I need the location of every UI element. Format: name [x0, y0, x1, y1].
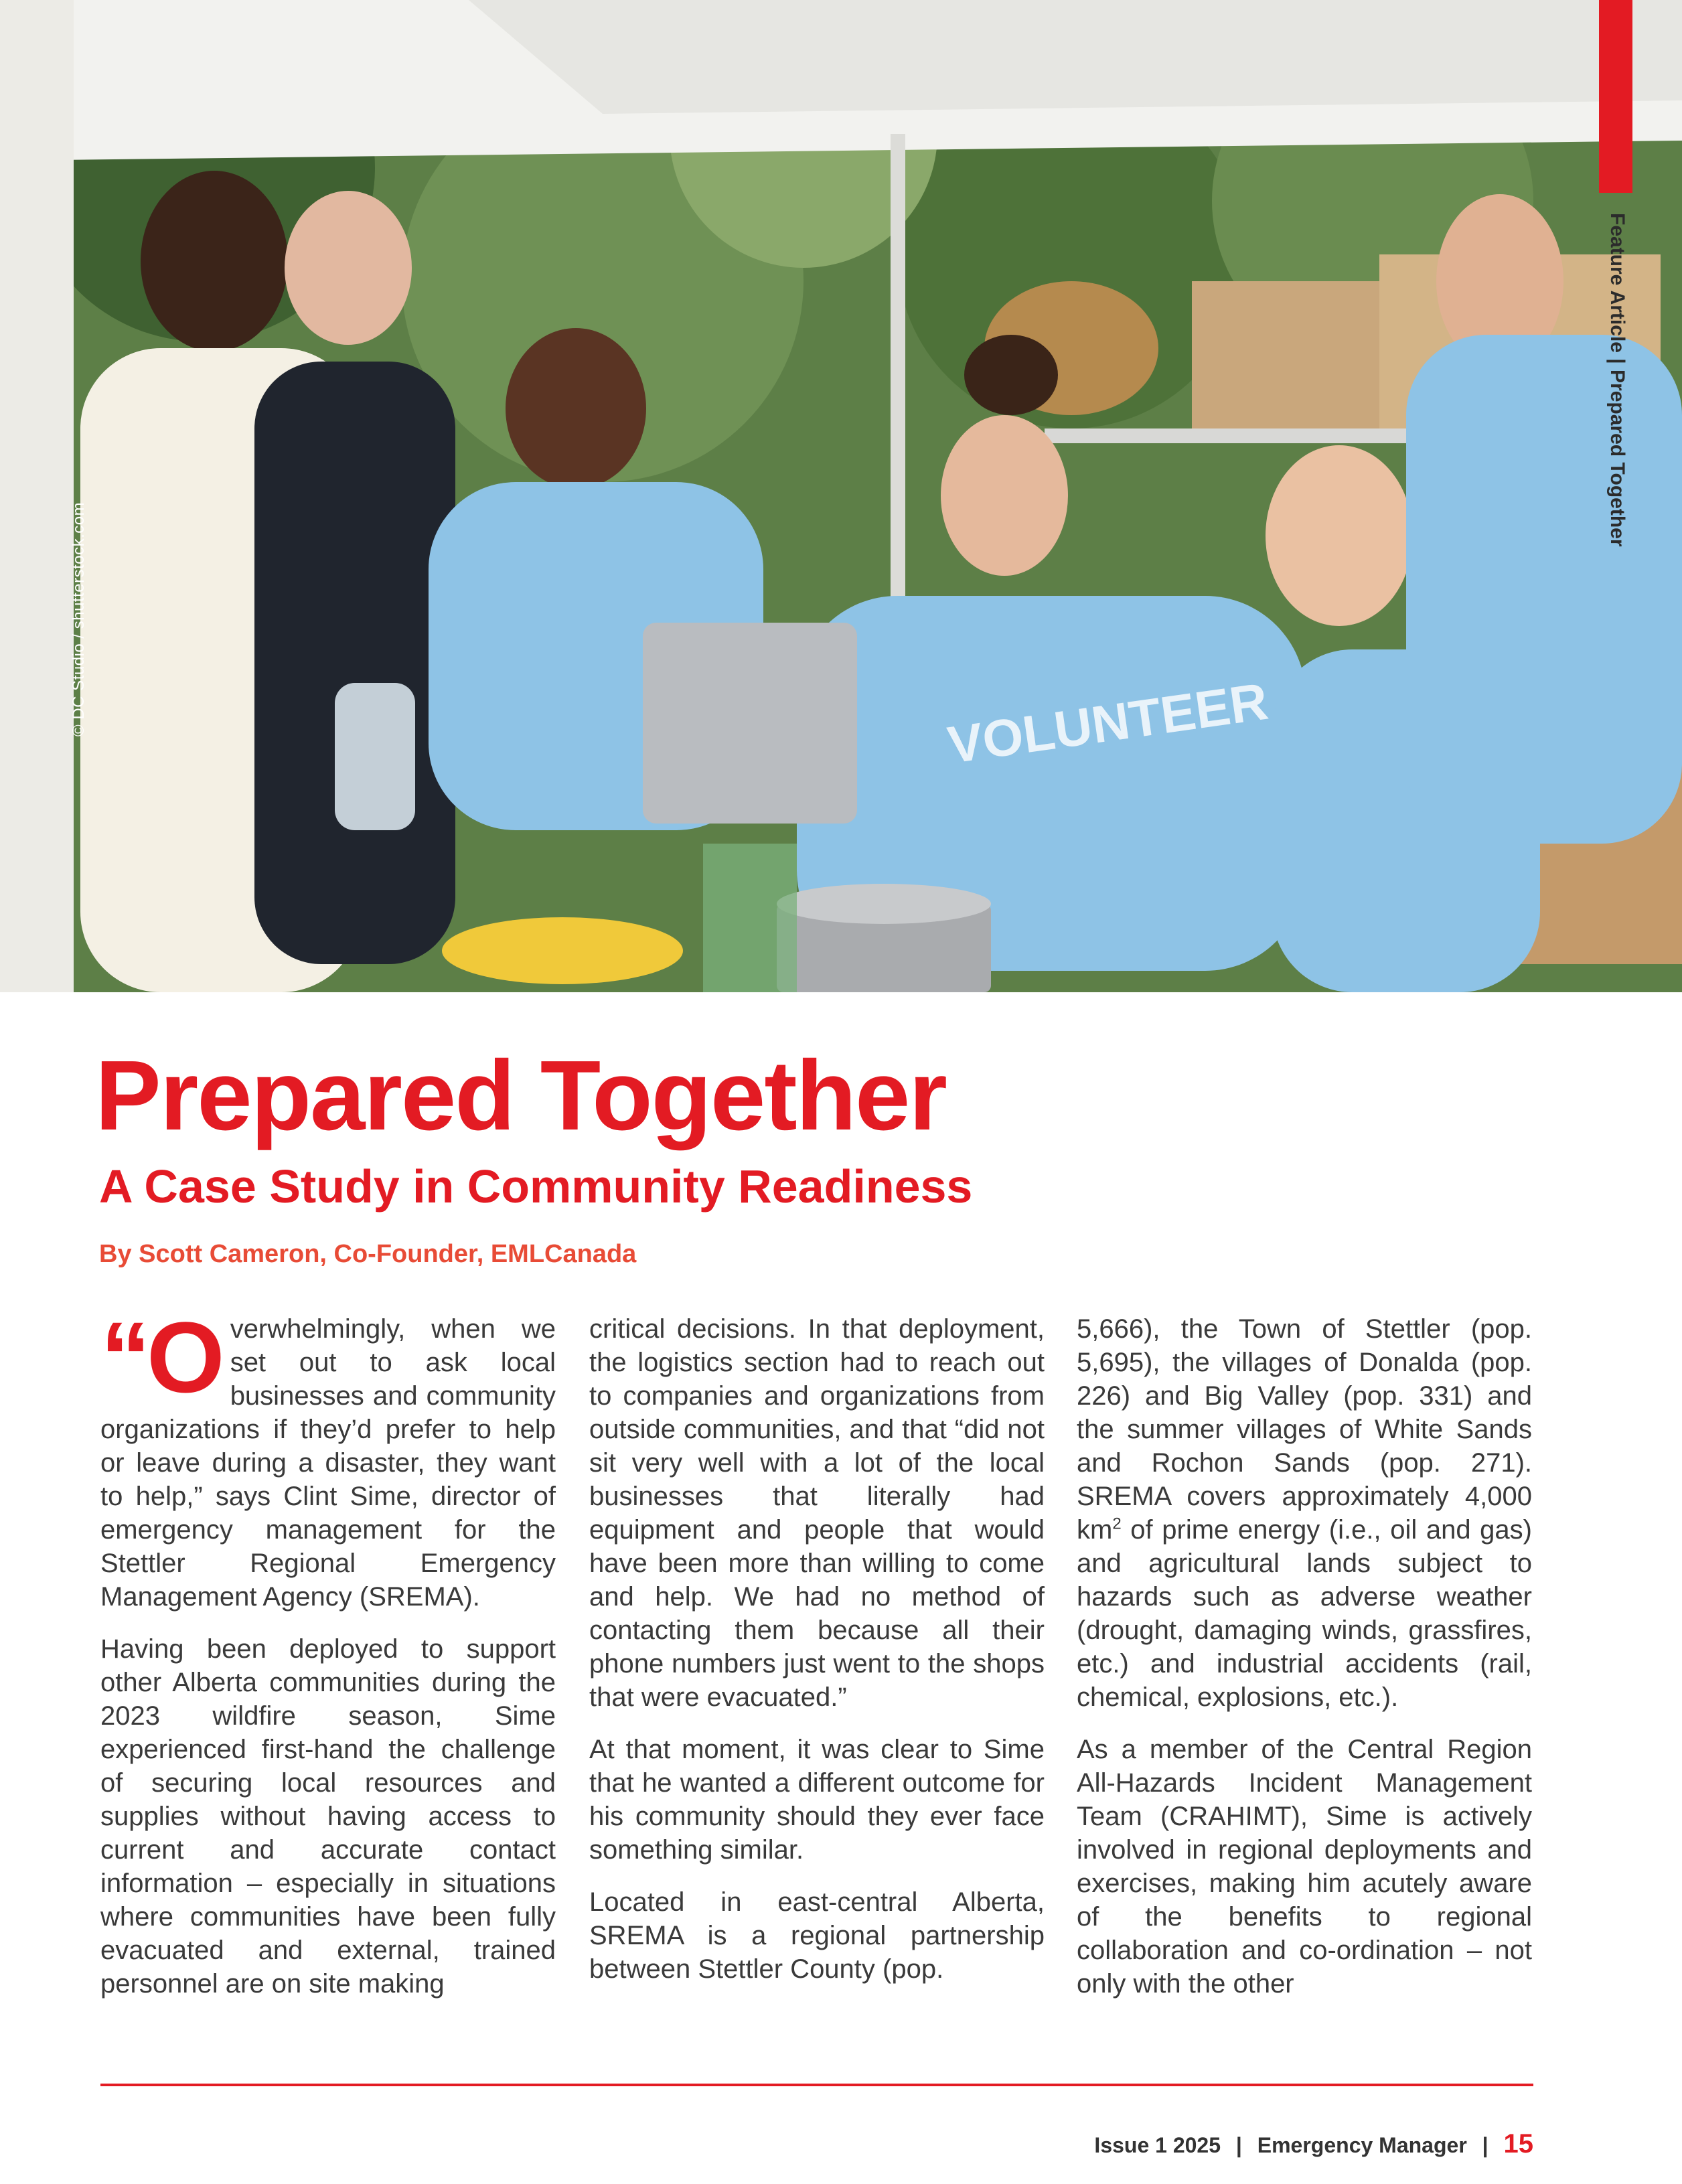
paragraph-text: verwhelmingly, when we set out to ask local businesses and community organizations if they’d prefer to help or leave during a disaster, they want to help,” says Clint Sime, director of emergency management for the Stettler Regional Emergency Management Agency (SREMA). — [100, 1314, 556, 1612]
drop-cap: “O — [100, 1301, 221, 1413]
magazine-name: Emergency Manager — [1257, 2133, 1467, 2157]
issue-label: Issue 1 2025 — [1094, 2133, 1221, 2157]
page-number: 15 — [1503, 2129, 1533, 2159]
footer-separator: | — [1482, 2133, 1488, 2157]
paragraph: As a member of the Central Region All-Hazards Incident Management Team (CRAHIMT), Sime is actively involved in regional deployments and exercises, making him acutely aware of the benefits to regional collaboration and co-ordination – not only with the other — [1077, 1735, 1532, 1999]
article-subtitle: A Case Study in Community Readiness — [99, 1160, 973, 1213]
hero-photo — [0, 0, 1682, 992]
footer-separator: | — [1235, 2133, 1242, 2157]
column-3 — [1077, 1312, 1532, 2019]
page-footer — [1094, 2129, 1533, 2159]
paragraph: At that moment, it was clear to Sime that he wanted a different outcome for his community should they ever face something similar. — [589, 1735, 1045, 1865]
paragraph — [1077, 1312, 1532, 1714]
article-title: Prepared Together — [95, 1040, 946, 1151]
paragraph: Having been deployed to support other Alberta communities during the 2023 wildfire season, Sime experienced first-hand the challenge of securing local resources and supplies without having access to current and accurate contact information – especially in situations where communities have been fully evacuated and external, trained personnel are on site making — [100, 1634, 556, 1999]
column-2 — [589, 1312, 1045, 2005]
footer-rule — [100, 2084, 1533, 2086]
column-1 — [100, 1301, 556, 2019]
paragraph-text: 5,666), the Town of Stettler (pop. 5,695), the villages of Donalda (pop. 226) and Big Valley (pop. 331) and the summer villages of White Sands and Rochon Sands (pop. 271). SREMA covers approximately 4,000 km — [1077, 1314, 1532, 1545]
photo-credit: © DC Studio / shutterstock.com — [70, 501, 88, 736]
paragraph — [100, 1301, 556, 1614]
paragraph: Located in east-central Alberta, SREMA is a regional partnership between Stettler County (pop. — [589, 1887, 1045, 1984]
byline: By Scott Cameron, Co-Founder, EMLCanada — [99, 1240, 637, 1268]
accent-bar — [1599, 0, 1632, 193]
paragraph-text: of prime energy (i.e., oil and gas) and agricultural lands subject to hazards such as adverse weather (drought, damaging winds, grassfires, etc.) and industrial accidents (rail, chemical, explosions, etc.). — [1077, 1515, 1532, 1712]
section-tab: Feature Article | Prepared Together — [1606, 213, 1628, 547]
paragraph: critical decisions. In that deployment, the logistics section had to reach out to companies and organizations from outside communities, and that “did not sit very well with a lot of the local businesses that literally had equipment and people that would have been more than willing to come and help. We had no method of contacting them because all their phone numbers just went to the shops that were evacuated.” — [589, 1314, 1045, 1712]
shirt-text: VOLUNTEER — [944, 671, 1272, 775]
photo-illustration — [0, 0, 1682, 992]
superscript: 2 — [1112, 1514, 1122, 1533]
